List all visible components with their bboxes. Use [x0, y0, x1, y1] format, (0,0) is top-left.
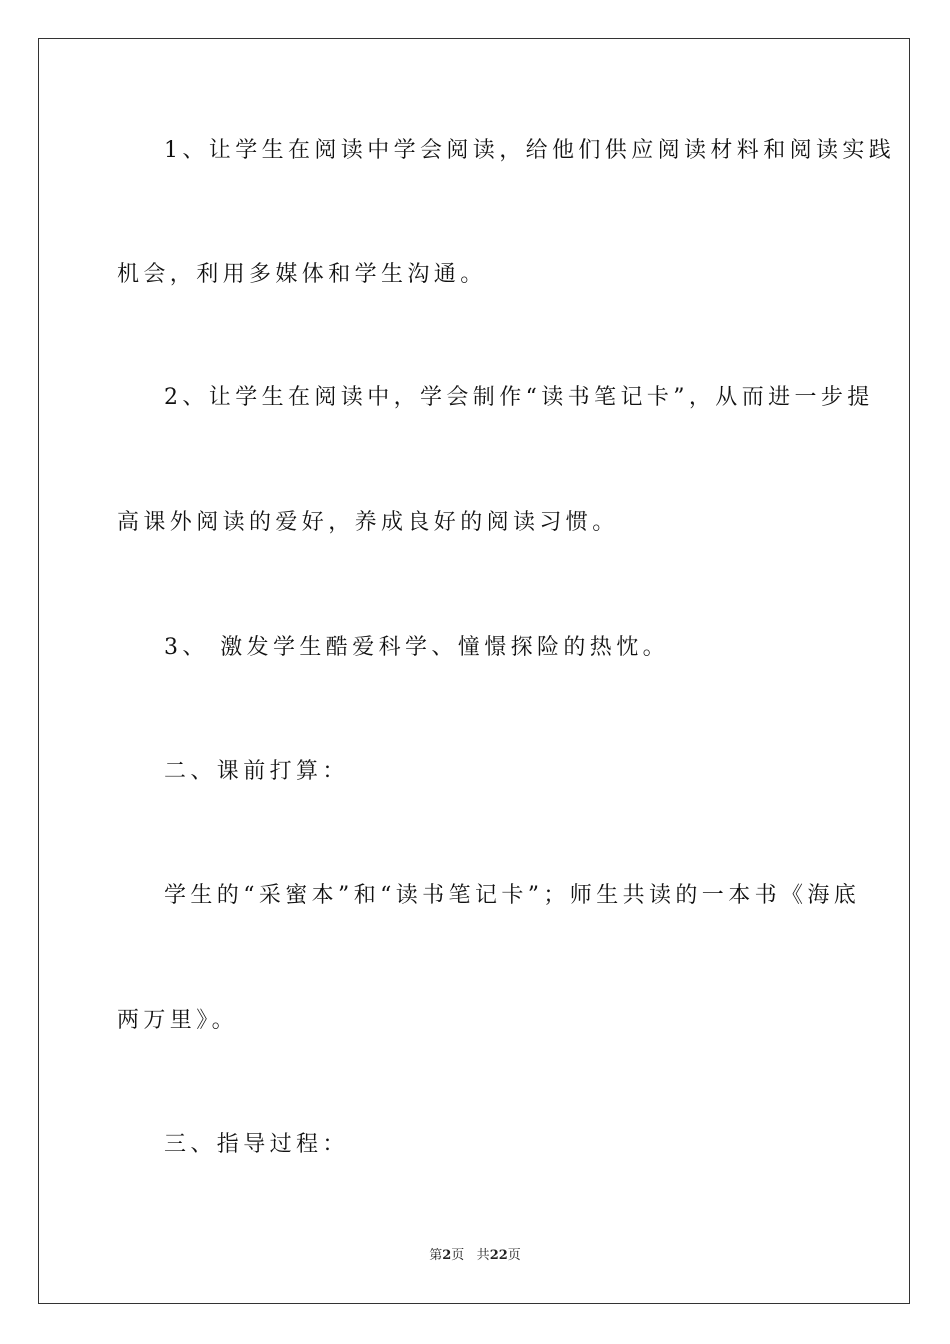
paragraph-2-line-1: 2、让学生在阅读中，学会制作“读书笔记卡”，从而进一步提 — [164, 385, 874, 410]
footer-page-number: 2 — [442, 1248, 452, 1263]
paragraph-3: 3、 激发学生酷爱科学、憧憬探险的热忱。 — [164, 635, 669, 660]
paragraph-4-line-1: 学生的“采蜜本”和“读书笔记卡”；师生共读的一本书《海底 — [164, 883, 861, 908]
page-frame — [38, 38, 910, 1304]
footer-page-suffix: 页 — [451, 1248, 465, 1263]
paragraph-1-line-1: 1、让学生在阅读中学会阅读，给他们供应阅读材料和阅读实践 — [164, 138, 896, 163]
footer-page-prefix: 第 — [429, 1248, 443, 1263]
page-footer — [0, 1247, 950, 1265]
footer-total-suffix: 页 — [507, 1248, 521, 1263]
paragraph-2-line-2: 高课外阅读的爱好，养成良好的阅读习惯。 — [117, 510, 619, 535]
section-heading-process: 三、指导过程： — [164, 1132, 349, 1157]
paragraph-4-line-2: 两万里》。 — [117, 1008, 239, 1033]
footer-total-number: 22 — [489, 1248, 508, 1263]
section-heading-preparation: 二、课前打算： — [164, 759, 349, 784]
paragraph-1-line-2: 机会，利用多媒体和学生沟通。 — [117, 262, 487, 287]
footer-total-prefix: 共 — [476, 1248, 490, 1263]
